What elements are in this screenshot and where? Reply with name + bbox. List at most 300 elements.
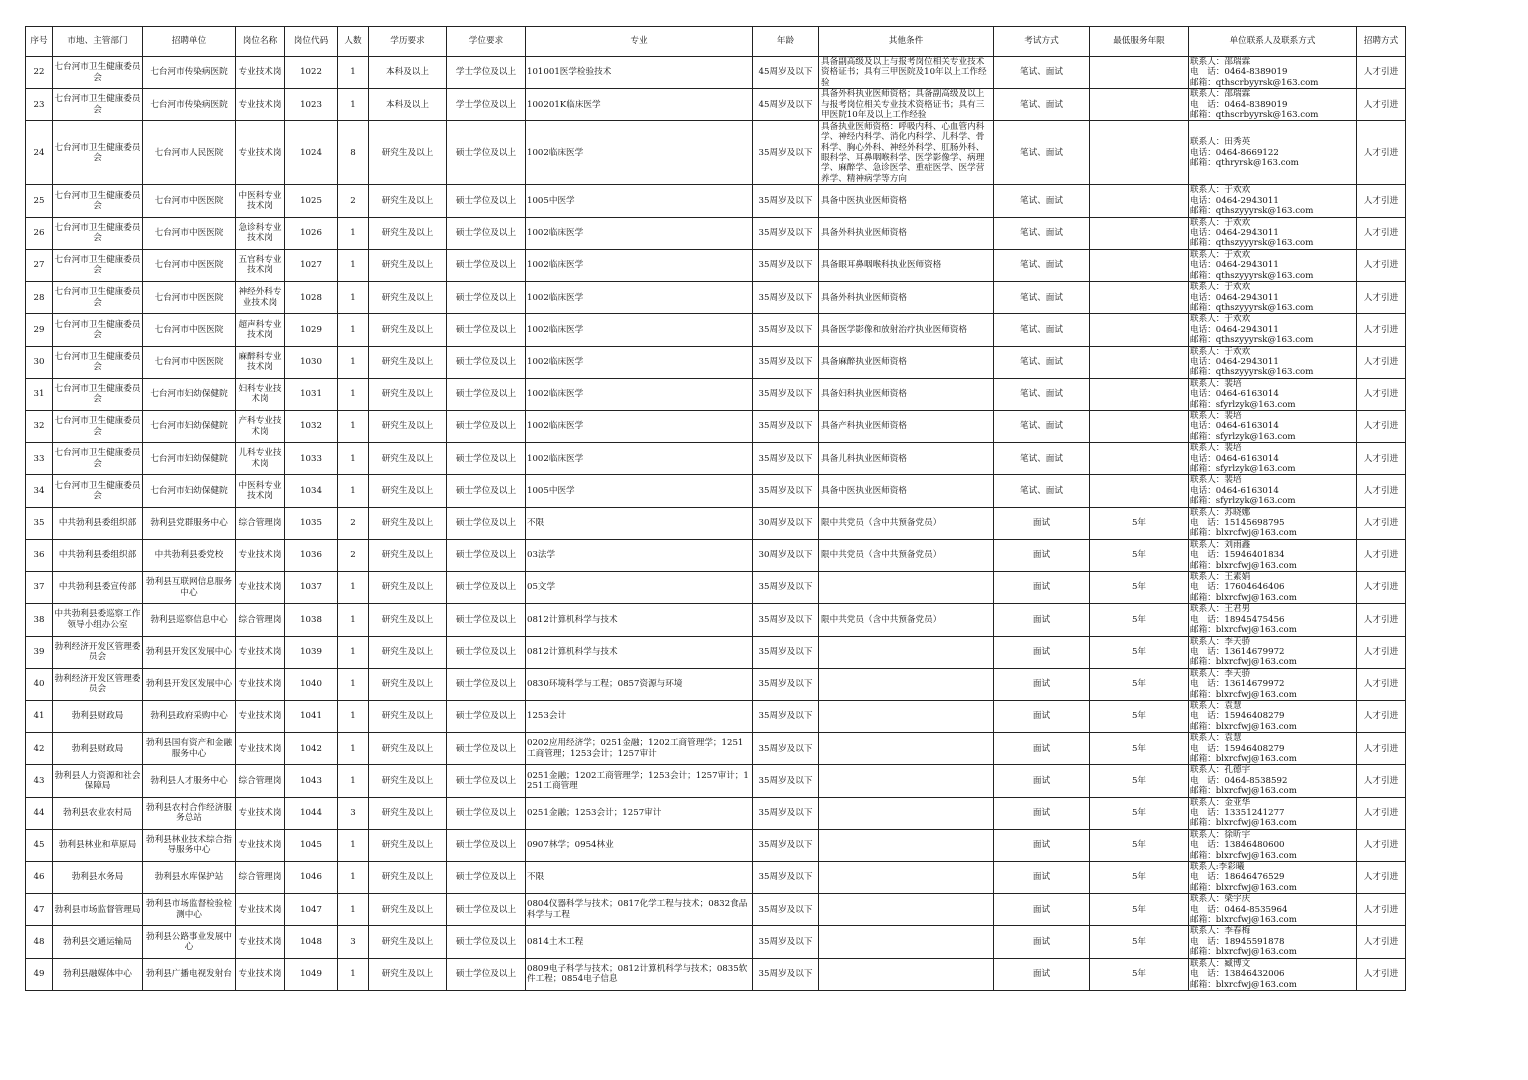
cell-unit: 勃利县互联网信息服务中心 [143,572,236,604]
cell-major: 0202应用经济学；0251金融；1202工商管理学；1251工商管理；1253会计；1257审计 [526,733,753,765]
table-row [26,539,1406,571]
cell-unit: 七台河市人民医院 [143,121,236,185]
cell-exam: 面试 [994,765,1090,797]
contact-line: 电 话：15145698795 [1190,518,1285,529]
cell-degree: 学士学位及以上 [447,89,526,121]
cell-service [1090,121,1189,185]
contact-line: 联系人：王素娟 [1190,572,1251,583]
cell-num: 1 [338,443,369,475]
cell-degree: 硕士学位及以上 [447,700,526,732]
cell-no: 22 [26,57,53,89]
cell-contact [1189,797,1357,829]
cell-major: 1253会计 [526,700,753,732]
cell-unit: 勃利县市场监督检验检测中心 [143,894,236,926]
cell-dept: 七台河市卫生健康委员会 [53,121,143,185]
cell-dept: 勃利县财政局 [53,733,143,765]
cell-method: 人才引进 [1357,604,1406,636]
cell-num: 1 [338,346,369,378]
contact-line: 邮箱：sfyrlzyk@163.com [1190,496,1296,507]
contact-line: 联系人：苏晓娜 [1190,507,1251,518]
cell-num: 1 [338,89,369,121]
cell-unit: 勃利县政府采购中心 [143,700,236,732]
cell-service: 5年 [1090,894,1189,926]
table-row [26,700,1406,732]
contact-line: 邮箱：blxrcfwj@163.com [1190,915,1297,926]
cell-exam: 面试 [994,604,1090,636]
cell-age: 45周岁及以下 [753,57,819,89]
cell-unit: 七台河市中医医院 [143,314,236,346]
cell-contact [1189,572,1357,604]
cell-method: 人才引进 [1357,346,1406,378]
contact-line: 邮箱：blxrcfwj@163.com [1190,850,1297,861]
cell-num: 1 [338,668,369,700]
cell-exam: 面试 [994,636,1090,668]
cell-no: 31 [26,378,53,410]
cell-service: 5年 [1090,829,1189,861]
cell-code: 1035 [285,507,338,539]
table-row [26,636,1406,668]
cell-age: 35周岁及以下 [753,475,819,507]
contact-line: 邮箱：blxrcfwj@163.com [1190,689,1297,700]
cell-dept: 勃利县市场监督管理局 [53,894,143,926]
cell-service: 5年 [1090,926,1189,958]
cell-method: 人才引进 [1357,57,1406,89]
cell-no: 34 [26,475,53,507]
table-row [26,604,1406,636]
cell-other [819,636,994,668]
cell-no: 25 [26,185,53,217]
cell-post: 专业技术岗 [236,572,285,604]
table-row [26,121,1406,185]
cell-num: 2 [338,185,369,217]
contact-line: 邮箱：qthszyyyrsk@163.com [1190,335,1314,346]
contact-line: 联系人：于欢欢 [1190,217,1251,228]
cell-post: 专业技术岗 [236,121,285,185]
cell-major: 1002临床医学 [526,249,753,281]
contact-line: 电话：0464-6163014 [1190,453,1279,464]
cell-age: 35周岁及以下 [753,700,819,732]
cell-degree: 硕士学位及以上 [447,217,526,249]
column-header: 序号 [26,27,53,57]
cell-other: 具备外科执业医师资格 [819,217,994,249]
contact-line: 邮箱：blxrcfwj@163.com [1190,528,1297,539]
cell-edu: 研究生及以上 [369,314,447,346]
cell-code: 1041 [285,700,338,732]
table-row [26,475,1406,507]
cell-exam: 面试 [994,539,1090,571]
table-header [26,27,1406,57]
cell-contact [1189,636,1357,668]
contact-line: 邮箱：qthszyyyrsk@163.com [1190,238,1314,249]
cell-code: 1024 [285,121,338,185]
cell-unit: 七台河市中医医院 [143,217,236,249]
cell-unit: 勃利县林业技术综合指导服务中心 [143,829,236,861]
cell-post: 专业技术岗 [236,89,285,121]
cell-method: 人才引进 [1357,733,1406,765]
cell-code: 1040 [285,668,338,700]
column-header: 岗位名称 [236,27,285,57]
cell-dept: 中共勃利县委宣传部 [53,572,143,604]
cell-major: 0830环境科学与工程；0857资源与环境 [526,668,753,700]
cell-exam: 笔试、面试 [994,121,1090,185]
cell-no: 23 [26,89,53,121]
cell-code: 1030 [285,346,338,378]
contact-line: 电话：0464-2943011 [1190,260,1279,271]
cell-method: 人才引进 [1357,475,1406,507]
table-row [26,249,1406,281]
cell-degree: 硕士学位及以上 [447,475,526,507]
cell-other [819,668,994,700]
cell-unit: 勃利县广播电视发射台 [143,958,236,990]
cell-major: 0251金融；1202工商管理学；1253会计；1257审计；1251工商管理 [526,765,753,797]
contact-line: 联系人：孔德宇 [1190,765,1251,776]
cell-other [819,894,994,926]
cell-no: 47 [26,894,53,926]
contact-line: 联系人：邵瑞霖 [1190,89,1251,100]
cell-method: 人才引进 [1357,862,1406,894]
cell-service: 5年 [1090,797,1189,829]
contact-line: 电 话：0464-8389019 [1190,99,1288,110]
cell-edu: 研究生及以上 [369,410,447,442]
contact-line: 电 话：13614679972 [1190,679,1285,690]
cell-no: 28 [26,282,53,314]
cell-degree: 硕士学位及以上 [447,733,526,765]
cell-edu: 研究生及以上 [369,249,447,281]
cell-age: 35周岁及以下 [753,894,819,926]
contact-line: 电 话：13846480600 [1190,840,1285,851]
cell-code: 1027 [285,249,338,281]
cell-major: 1002临床医学 [526,314,753,346]
cell-method: 人才引进 [1357,121,1406,185]
cell-degree: 硕士学位及以上 [447,346,526,378]
cell-unit: 七台河市中医医院 [143,249,236,281]
contact-line: 联系人：袁慧 [1190,733,1242,744]
cell-dept: 七台河市卫生健康委员会 [53,410,143,442]
table-row [26,346,1406,378]
cell-other [819,829,994,861]
cell-no: 40 [26,668,53,700]
cell-no: 37 [26,572,53,604]
cell-age: 35周岁及以下 [753,636,819,668]
table-row [26,733,1406,765]
cell-edu: 研究生及以上 [369,443,447,475]
cell-edu: 研究生及以上 [369,894,447,926]
cell-method: 人才引进 [1357,539,1406,571]
cell-exam: 笔试、面试 [994,475,1090,507]
cell-unit: 七台河市中医医院 [143,185,236,217]
cell-post: 专业技术岗 [236,636,285,668]
cell-service [1090,378,1189,410]
cell-post: 五官科专业技术岗 [236,249,285,281]
cell-service [1090,185,1189,217]
cell-service [1090,346,1189,378]
contact-line: 邮箱：blxrcfwj@163.com [1190,786,1297,797]
cell-major: 1005中医学 [526,185,753,217]
cell-post: 儿科专业技术岗 [236,443,285,475]
cell-dept: 勃利县林业和草原局 [53,829,143,861]
cell-degree: 硕士学位及以上 [447,410,526,442]
contact-line: 邮箱：qthszyyyrsk@163.com [1190,367,1314,378]
cell-degree: 硕士学位及以上 [447,604,526,636]
cell-other: 具备产科执业医师资格 [819,410,994,442]
cell-age: 35周岁及以下 [753,217,819,249]
cell-major: 0814土木工程 [526,926,753,958]
cell-unit: 勃利县水库保护站 [143,862,236,894]
column-header: 专业 [526,27,753,57]
cell-no: 33 [26,443,53,475]
cell-unit: 勃利县国有资产和金融服务中心 [143,733,236,765]
cell-degree: 硕士学位及以上 [447,121,526,185]
cell-age: 35周岁及以下 [753,282,819,314]
cell-edu: 研究生及以上 [369,378,447,410]
cell-num: 2 [338,539,369,571]
cell-exam: 笔试、面试 [994,282,1090,314]
cell-contact [1189,249,1357,281]
contact-line: 联系人：李天骄 [1190,636,1251,647]
cell-age: 35周岁及以下 [753,765,819,797]
contact-line: 电 话：0464-8389019 [1190,67,1288,78]
cell-code: 1049 [285,958,338,990]
cell-exam: 笔试、面试 [994,346,1090,378]
cell-major: 0809电子科学与技术；0812计算机科学与技术；0835软件工程；0854电子信息 [526,958,753,990]
contact-line: 联系人：于欢欢 [1190,314,1251,325]
cell-other [819,926,994,958]
cell-unit: 勃利县开发区发展中心 [143,636,236,668]
cell-post: 神经外科专业技术岗 [236,282,285,314]
cell-exam: 面试 [994,507,1090,539]
column-header: 人数 [338,27,369,57]
column-header: 学位要求 [447,27,526,57]
cell-exam: 面试 [994,700,1090,732]
cell-method: 人才引进 [1357,507,1406,539]
contact-line: 联系人：李春梅 [1190,926,1251,937]
contact-line: 邮箱：blxrcfwj@163.com [1190,721,1297,732]
cell-code: 1023 [285,89,338,121]
cell-unit: 七台河市妇幼保健院 [143,475,236,507]
cell-major: 1002临床医学 [526,217,753,249]
cell-other: 具备中医执业医师资格 [819,475,994,507]
contact-line: 邮箱：sfyrlzyk@163.com [1190,399,1296,410]
cell-dept: 七台河市卫生健康委员会 [53,378,143,410]
cell-post: 专业技术岗 [236,539,285,571]
cell-num: 1 [338,475,369,507]
cell-no: 41 [26,700,53,732]
cell-contact [1189,282,1357,314]
cell-dept: 勃利经济开发区管理委员会 [53,668,143,700]
cell-no: 27 [26,249,53,281]
contact-line: 电话：0464-6163014 [1190,389,1279,400]
cell-code: 1037 [285,572,338,604]
cell-num: 1 [338,378,369,410]
cell-exam: 笔试、面试 [994,185,1090,217]
table-row [26,797,1406,829]
contact-line: 电话：0464-6163014 [1190,421,1279,432]
cell-post: 专业技术岗 [236,733,285,765]
cell-exam: 笔试、面试 [994,89,1090,121]
cell-contact [1189,539,1357,571]
cell-age: 35周岁及以下 [753,121,819,185]
cell-age: 35周岁及以下 [753,797,819,829]
contact-line: 联系人：袁慧 [1190,700,1242,711]
contact-line: 联系人：裴培 [1190,443,1242,454]
cell-unit: 七台河市传染病医院 [143,89,236,121]
cell-no: 32 [26,410,53,442]
cell-num: 1 [338,217,369,249]
cell-dept: 七台河市卫生健康委员会 [53,443,143,475]
cell-edu: 研究生及以上 [369,862,447,894]
cell-major: 不限 [526,862,753,894]
cell-other [819,862,994,894]
cell-unit: 七台河市中医医院 [143,346,236,378]
cell-unit: 勃利县人才服务中心 [143,765,236,797]
cell-service: 5年 [1090,668,1189,700]
cell-degree: 硕士学位及以上 [447,443,526,475]
cell-edu: 研究生及以上 [369,636,447,668]
cell-service: 5年 [1090,958,1189,990]
cell-service: 5年 [1090,765,1189,797]
contact-line: 邮箱：blxrcfwj@163.com [1190,560,1297,571]
cell-exam: 面试 [994,797,1090,829]
cell-code: 1025 [285,185,338,217]
cell-num: 1 [338,829,369,861]
cell-code: 1048 [285,926,338,958]
contact-line: 电 话：18646476529 [1190,872,1285,883]
cell-exam: 笔试、面试 [994,57,1090,89]
cell-post: 中医科专业技术岗 [236,185,285,217]
contact-line: 电话：0464-2943011 [1190,324,1279,335]
contact-line: 邮箱：qthszyyyrsk@163.com [1190,302,1314,313]
cell-edu: 研究生及以上 [369,765,447,797]
cell-num: 3 [338,926,369,958]
cell-num: 1 [338,410,369,442]
table-row [26,378,1406,410]
cell-exam: 面试 [994,862,1090,894]
cell-other: 限中共党员（含中共预备党员） [819,539,994,571]
cell-contact [1189,346,1357,378]
cell-unit: 勃利县巡察信息中心 [143,604,236,636]
table-row [26,958,1406,990]
cell-dept: 七台河市卫生健康委员会 [53,217,143,249]
cell-age: 35周岁及以下 [753,926,819,958]
contact-line: 联系人：裴培 [1190,410,1242,421]
cell-contact [1189,765,1357,797]
table-row [26,282,1406,314]
cell-edu: 本科及以上 [369,57,447,89]
cell-degree: 硕士学位及以上 [447,829,526,861]
contact-line: 联系人：裴培 [1190,475,1242,486]
cell-post: 中医科专业技术岗 [236,475,285,507]
cell-degree: 硕士学位及以上 [447,539,526,571]
contact-line: 邮箱：qthscrbyyrsk@163.com [1190,77,1319,88]
cell-post: 专业技术岗 [236,797,285,829]
cell-major: 100201K临床医学 [526,89,753,121]
cell-other: 具备眼耳鼻咽喉科执业医师资格 [819,249,994,281]
cell-exam: 面试 [994,733,1090,765]
cell-degree: 硕士学位及以上 [447,249,526,281]
cell-code: 1042 [285,733,338,765]
cell-edu: 研究生及以上 [369,700,447,732]
cell-edu: 研究生及以上 [369,346,447,378]
contact-line: 邮箱：sfyrlzyk@163.com [1190,464,1296,474]
cell-no: 46 [26,862,53,894]
cell-contact [1189,121,1357,185]
cell-method: 人才引进 [1357,636,1406,668]
cell-other [819,765,994,797]
cell-edu: 研究生及以上 [369,926,447,958]
cell-degree: 硕士学位及以上 [447,894,526,926]
contact-line: 联系人：王君男 [1190,604,1251,615]
cell-dept: 七台河市卫生健康委员会 [53,282,143,314]
contact-line: 电话：0464-2943011 [1190,228,1279,239]
cell-dept: 七台河市卫生健康委员会 [53,346,143,378]
cell-code: 1036 [285,539,338,571]
cell-contact [1189,443,1357,475]
cell-method: 人才引进 [1357,797,1406,829]
cell-method: 人才引进 [1357,829,1406,861]
cell-method: 人才引进 [1357,378,1406,410]
cell-age: 35周岁及以下 [753,572,819,604]
cell-age: 30周岁及以下 [753,539,819,571]
contact-line: 邮箱：qthszyyyrsk@163.com [1190,206,1314,217]
cell-no: 39 [26,636,53,668]
cell-major: 0251金融；1253会计；1257审计 [526,797,753,829]
cell-method: 人才引进 [1357,958,1406,990]
cell-post: 综合管理岗 [236,604,285,636]
contact-line: 电话：0464-8669122 [1190,147,1279,158]
cell-unit: 七台河市妇幼保健院 [143,410,236,442]
cell-unit: 勃利县公路事业发展中心 [143,926,236,958]
cell-code: 1034 [285,475,338,507]
cell-service: 5年 [1090,636,1189,668]
cell-unit: 勃利县开发区发展中心 [143,668,236,700]
cell-no: 42 [26,733,53,765]
contact-line: 电话：0464-2943011 [1190,292,1279,303]
contact-line: 邮箱：blxrcfwj@163.com [1190,818,1297,829]
table-row [26,314,1406,346]
cell-no: 44 [26,797,53,829]
contact-line: 联系人：于欢欢 [1190,185,1251,196]
cell-other: 具备儿科执业医师资格 [819,443,994,475]
contact-line: 邮箱：blxrcfwj@163.com [1190,882,1297,893]
cell-degree: 硕士学位及以上 [447,378,526,410]
cell-major: 1002临床医学 [526,410,753,442]
cell-dept: 七台河市卫生健康委员会 [53,89,143,121]
cell-other [819,572,994,604]
contact-line: 联系人：田秀英 [1190,137,1251,148]
cell-degree: 硕士学位及以上 [447,862,526,894]
cell-contact [1189,668,1357,700]
cell-no: 30 [26,346,53,378]
contact-line: 联系人：于欢欢 [1190,249,1251,260]
cell-contact [1189,57,1357,89]
cell-unit: 七台河市传染病医院 [143,57,236,89]
table-row [26,829,1406,861]
cell-contact [1189,217,1357,249]
cell-major: 0804仪器科学与技术；0817化学工程与技术；0832食品科学与工程 [526,894,753,926]
cell-post: 急诊科专业技术岗 [236,217,285,249]
cell-service [1090,314,1189,346]
cell-contact [1189,894,1357,926]
cell-degree: 硕士学位及以上 [447,314,526,346]
cell-degree: 硕士学位及以上 [447,507,526,539]
cell-dept: 中共勃利县委组织部 [53,539,143,571]
cell-num: 1 [338,894,369,926]
cell-contact [1189,185,1357,217]
cell-edu: 研究生及以上 [369,958,447,990]
cell-major: 101001医学检验技术 [526,57,753,89]
contact-line: 联系人：于欢欢 [1190,346,1251,357]
cell-dept: 中共勃利县委巡察工作领导小组办公室 [53,604,143,636]
